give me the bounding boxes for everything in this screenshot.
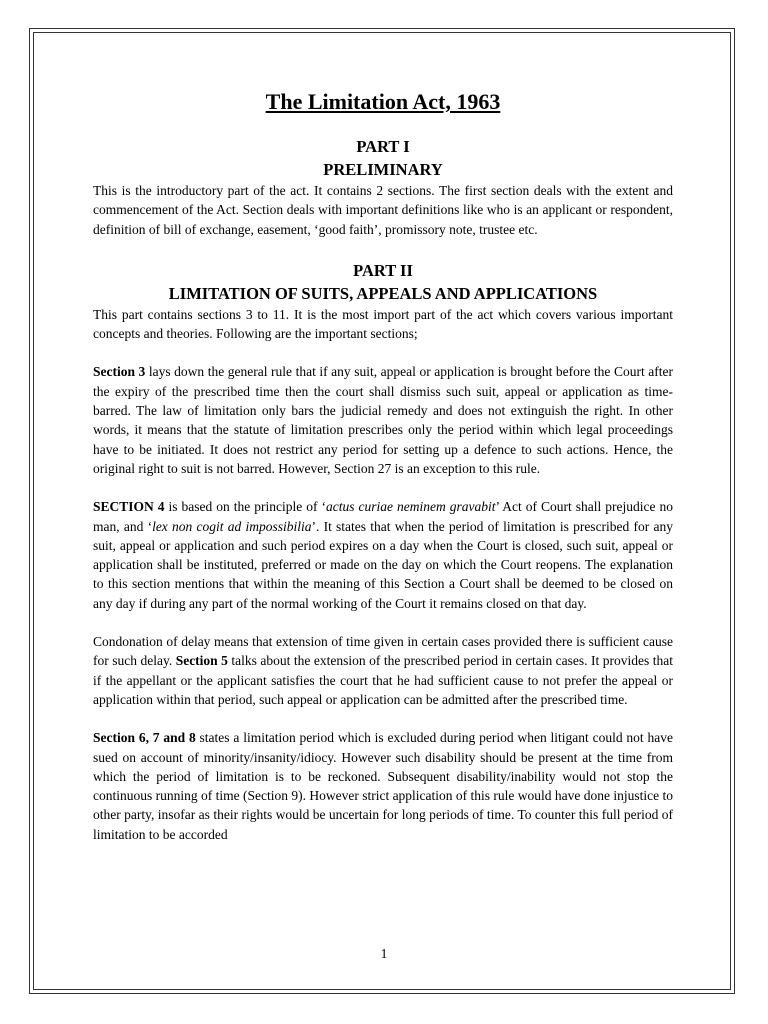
section5-paragraph bbox=[93, 632, 673, 709]
section4-text-1: is based on the principle of ‘ bbox=[164, 499, 327, 515]
page-number: 1 bbox=[380, 946, 388, 961]
section3-text: lays down the general rule that if any suit, appeal or application is brought before the Court after the expiry of the prescribed time then the court shall dismiss such suit, appeal or application as time-barred. The law of limitation only bars the judicial remedy and does not extinguish the right. In other words, it means that the statute of limitation prescribes only the period within which legal proceedings have to be initiated. It does not restrict any period for setting up a defence to such actions. Hence, the original right to suit is not barred. However, Section 27 is an exception to this rule. bbox=[93, 364, 673, 476]
part2-label: PART II bbox=[353, 260, 413, 280]
part2-intro-paragraph: This part contains sections 3 to 11. It is the most import part of the act which covers various important concepts and theories. Following are the important sections; bbox=[93, 306, 673, 342]
section5-text-2: talks about the extension of the prescribed period in certain cases. It provides that if the appellant or the applicant satisfies the court that he had sufficient cause to not prefer the appeal or application within that period, such appeal or application can be admitted after the prescribed time. bbox=[93, 653, 673, 707]
section678-text: states a limitation period which is excluded during period when litigant could not have sued on account of minority/insanity/idiocy. However such disability should be present at the time from which the period of limitation is to be reckoned. Subsequent disability/inability would not stop the continuous running of time (Section 9). However strict application of this rule would have done injustice to other party, insofar as their rights would be uncertain for long periods of time. To counter this full period of limitation to be accorded bbox=[93, 730, 673, 842]
part2-heading: LIMITATION OF SUITS, APPEALS AND APPLICATIONS bbox=[168, 283, 598, 303]
section4-label: SECTION 4 bbox=[93, 499, 165, 515]
part1-paragraph: This is the introductory part of the act. It contains 2 sections. The first section deals with the extent and commencement of the Act. Section deals with important definitions like who is an applicant or respondent, definition of bill of exchange, easement, ‘good faith’, promissory note, trustee etc. bbox=[93, 183, 673, 237]
document-body bbox=[93, 86, 673, 844]
part1-heading: PRELIMINARY bbox=[323, 160, 443, 179]
document-title: The Limitation Act, 1963 bbox=[265, 89, 501, 114]
section4-maxim-2: lex non cogit ad impossibilia bbox=[152, 518, 312, 534]
section5-text-1: Condonation of delay means that extension of time given in certain cases provided there is sufficient cause for such delay. bbox=[93, 634, 673, 669]
section3-paragraph bbox=[93, 362, 673, 478]
section4-text-2: ’ Act of Court shall prejudice no man, and ‘ bbox=[93, 499, 673, 534]
section4-paragraph bbox=[93, 497, 673, 613]
section3-label: Section 3 bbox=[93, 364, 146, 380]
section678-label: Section 6, 7 and 8 bbox=[93, 730, 196, 746]
section4-maxim-1: actus curiae neminem gravabit bbox=[326, 499, 496, 515]
section678-paragraph bbox=[93, 728, 673, 844]
part1-label: PART I bbox=[356, 137, 410, 156]
section5-label: Section 5 bbox=[175, 653, 228, 669]
section4-text-3: ’. It states that when the period of limitation is prescribed for any suit, appeal or application and such period expires on a day when the Court is closed, such suit, appeal or application shall be instituted, preferred or made on the day on which the Court reopens. The explanation to this section mentions that within the meaning of this Section a Court shall be deemed to be closed on any day if during any part of the normal working of the Court it remains closed on that day. bbox=[93, 518, 673, 611]
